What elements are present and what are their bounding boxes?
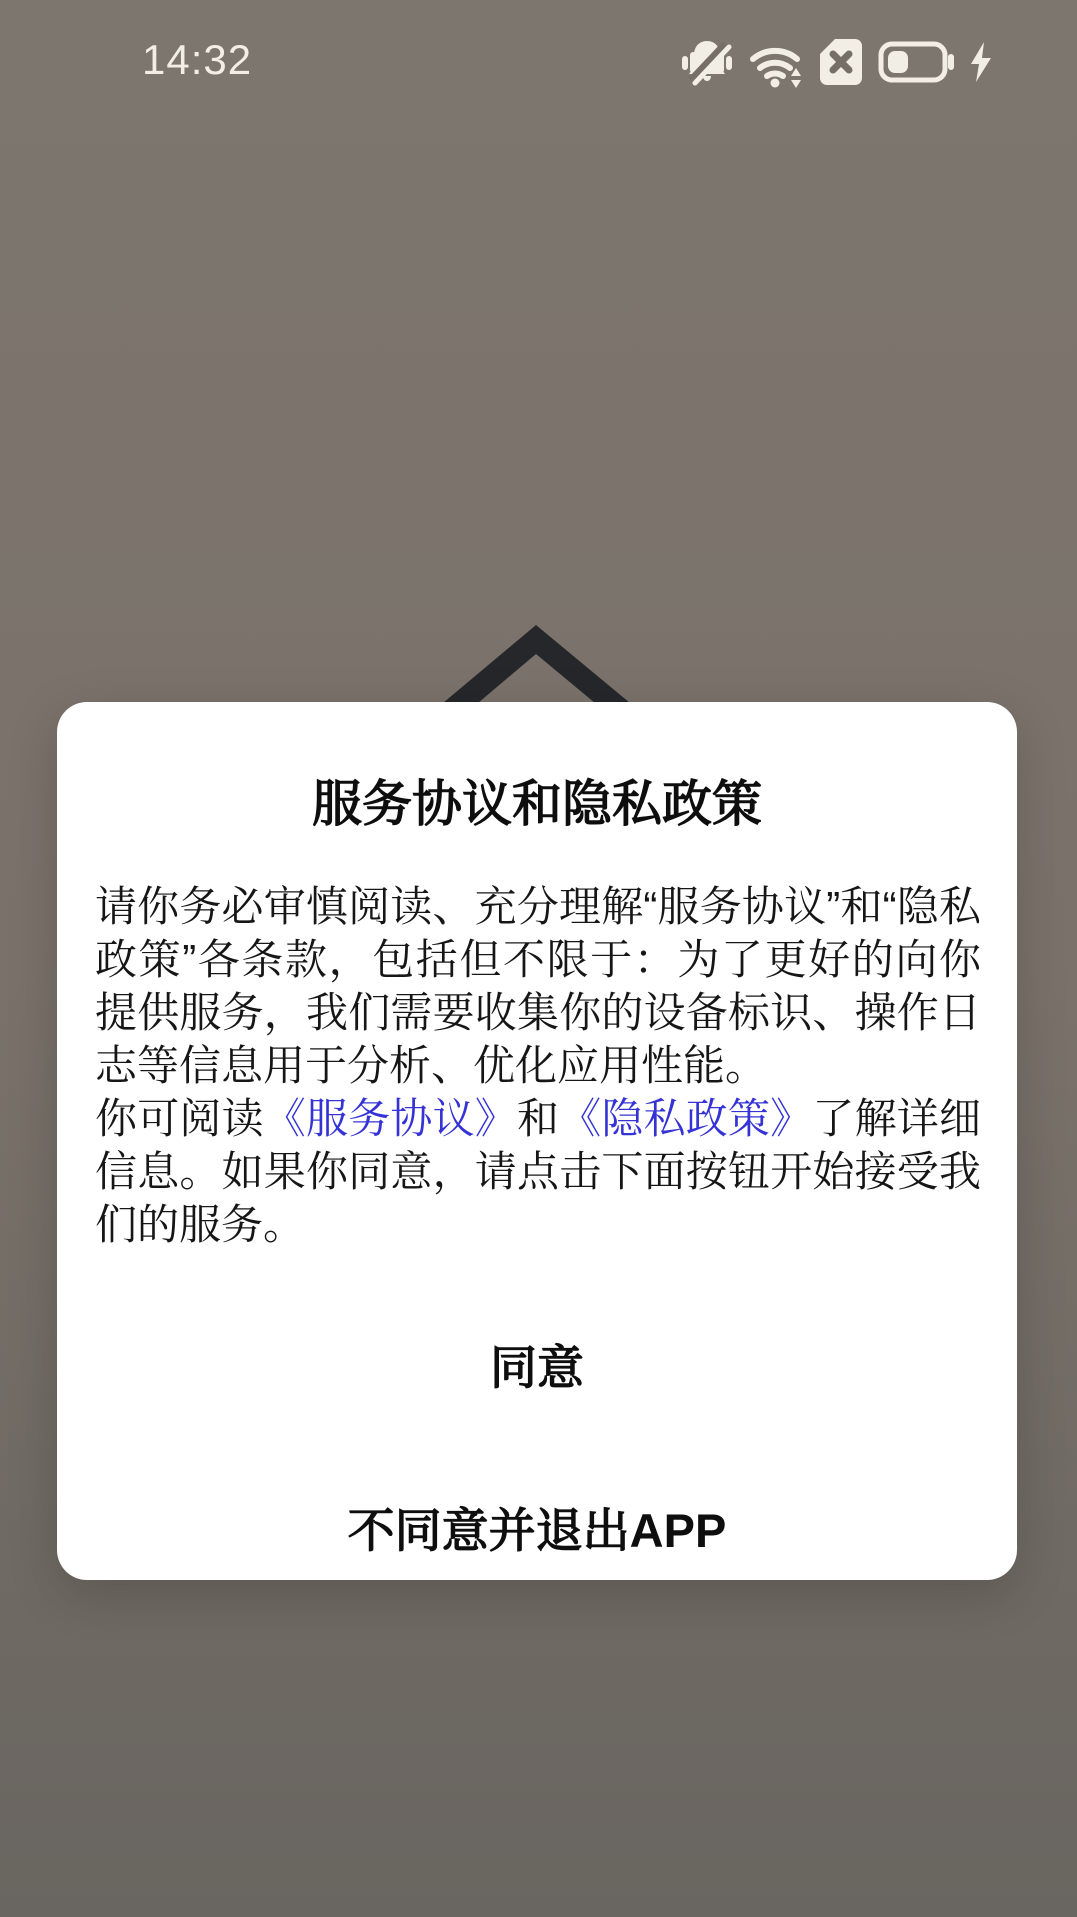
privacy-policy-dialog [57,702,1017,1580]
dialog-paragraph-1: 请你务必审慎阅读、充分理解“服务协议”和“隐私政策”各条款，包括但不限于：为了更好的向你提供服务，我们需要收集你的设备标识、操作日志等信息用于分析、优化应用性能。 [95,883,981,1089]
paragraph2-text-between: 和 [516,1095,560,1142]
paragraph2-text-before: 你可阅读 [95,1095,264,1142]
dialog-paragraph-2 [95,1092,981,1251]
disagree-exit-button[interactable]: 不同意并退出APP [347,1504,727,1557]
privacy-policy-link[interactable]: 《隐私政策》 [559,1095,813,1142]
service-agreement-link[interactable]: 《服务协议》 [263,1095,517,1142]
status-time: 14:32 [142,36,253,83]
battery-icon [878,41,954,83]
dialog-title: 服务协议和隐私政策 [312,776,762,832]
agree-button[interactable]: 同意 [490,1341,584,1394]
wifi-icon [750,35,804,89]
no-sim-icon [819,37,863,87]
status-bar [0,0,1077,110]
status-icons [679,30,993,94]
paragraph2-text-after: 了解详细信息。如果你同意，请点击下面按钮开始接受我们的服务。 [95,1095,981,1248]
notifications-muted-icon [679,35,735,89]
dialog-body [95,880,981,1251]
charging-bolt-icon [969,41,993,83]
app-logo-chevron-icon [443,625,633,703]
